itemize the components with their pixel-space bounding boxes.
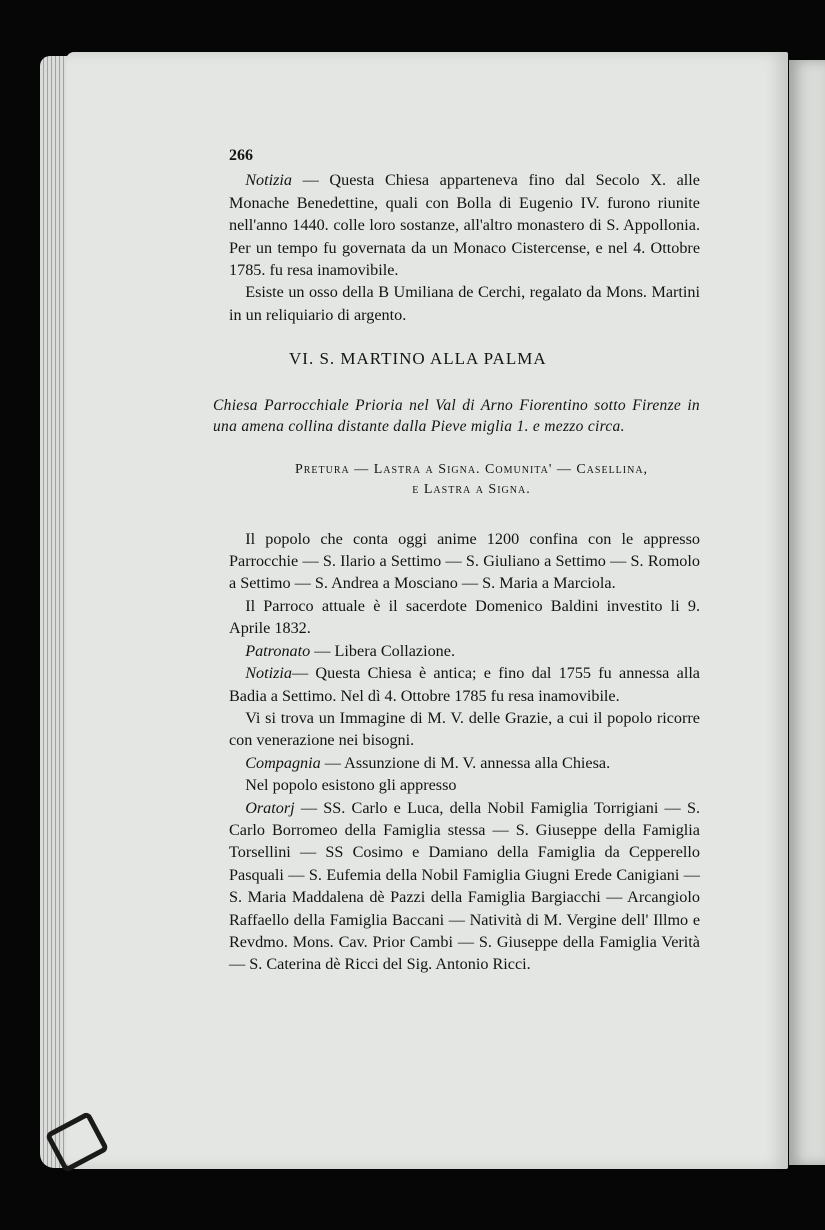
paragraph-esiste: Esiste un osso della B Umiliana de Cerchi, regalato da Mons. Martini in un reliquiario di argento. xyxy=(229,283,700,324)
notizia-2-text: — Questa Chiesa è antica; e fino dal 1755 fu annessa alla Badia a Settimo. Nel dì 4. Ottobre 1785 fu resa inamovibile. xyxy=(229,664,700,705)
oratorj-label: Oratorj xyxy=(245,798,295,817)
compagnia-text: — Assunzione di M. V. annessa alla Chiesa. xyxy=(320,753,611,772)
church-description: Chiesa Parrocchiale Prioria nel Val di Arno Fiorentino sotto Firenze in una amena collina distante dalla Pieve miglia 1. e mezzo circa. xyxy=(213,396,700,436)
paragraph-parroco: Il Parroco attuale è il sacerdote Domenico Baldini investito li 9. Aprile 1832. xyxy=(229,596,700,638)
paragraph-immagine: Vi si trova un Immagine di M. V. delle Grazie, a cui il popolo ricorre con venerazione nei bisogni. xyxy=(229,708,700,750)
patronato-label: Patronato xyxy=(245,641,311,660)
paragraph-compagnia xyxy=(229,752,700,774)
paragraph-patronato xyxy=(229,640,700,662)
patronato-text: — Libera Collazione. xyxy=(310,641,455,660)
paragraph-popolo: Il popolo che conta oggi anime 1200 confina con le appresso Parrocchie — S. Ilario a Settimo — S. Giuliano a Settimo — S. Romolo a Settimo — S. Andrea a Mosciano — S. Maria a Marciola. xyxy=(229,529,700,593)
page-text xyxy=(213,145,700,976)
pretura-line-2: e Lastra a Signa. xyxy=(412,481,531,497)
pretura-line xyxy=(243,460,700,500)
section-heading: VI. S. MARTINO ALLA PALMA xyxy=(289,349,547,369)
notizia-text: — Questa Chiesa apparteneva fino dal Secolo X. alle Monache Benedettine, quali con Bolla di Eugenio IV. furono riunite nell'anno 1440. colle loro sostanze, all'altro monastero di S. Appollonia. Per un tempo fu governata da un Monaco Cistercense, e nel 4. Ottobre 1785. fu resa inamovibile. xyxy=(229,171,700,280)
paragraph-oratorj xyxy=(229,797,700,976)
paragraph-notizia-2 xyxy=(229,662,700,707)
pretura-line-1: Pretura — Lastra a Signa. Comunita' — Casellina, xyxy=(294,461,649,477)
compagnia-label: Compagnia xyxy=(245,753,321,772)
paragraph-notizia-1 xyxy=(229,169,700,281)
facing-page xyxy=(789,60,825,1165)
page-number: 266 xyxy=(229,147,253,164)
paragraph-nel-popolo: Nel popolo esistono gli appresso xyxy=(245,776,457,795)
notizia-label: Notizia xyxy=(245,171,292,190)
notizia-2-label: Notizia xyxy=(245,664,292,683)
oratorj-text: — SS. Carlo e Luca, della Nobil Famiglia Torrigiani — S. Carlo Borromeo della Famiglia stessa — S. Giuseppe della Famiglia Torsellini — SS Cosimo e Damiano della Famiglia da Cepperello Pasquali — S. Eufemia della Nobil Famiglia Giugni Erede Canigiani — S. Maria Maddalena dè Pazzi della Famiglia Bargiacchi — Arcangiolo Raffaello della Famiglia Baccani — Natività di M. Vergine dell' Illmo e Revdmo. Mons. Cav. Prior Cambi — S. Giuseppe della Famiglia Verità — S. Caterina dè Ricci del Sig. Antonio Ricci. xyxy=(229,798,700,974)
